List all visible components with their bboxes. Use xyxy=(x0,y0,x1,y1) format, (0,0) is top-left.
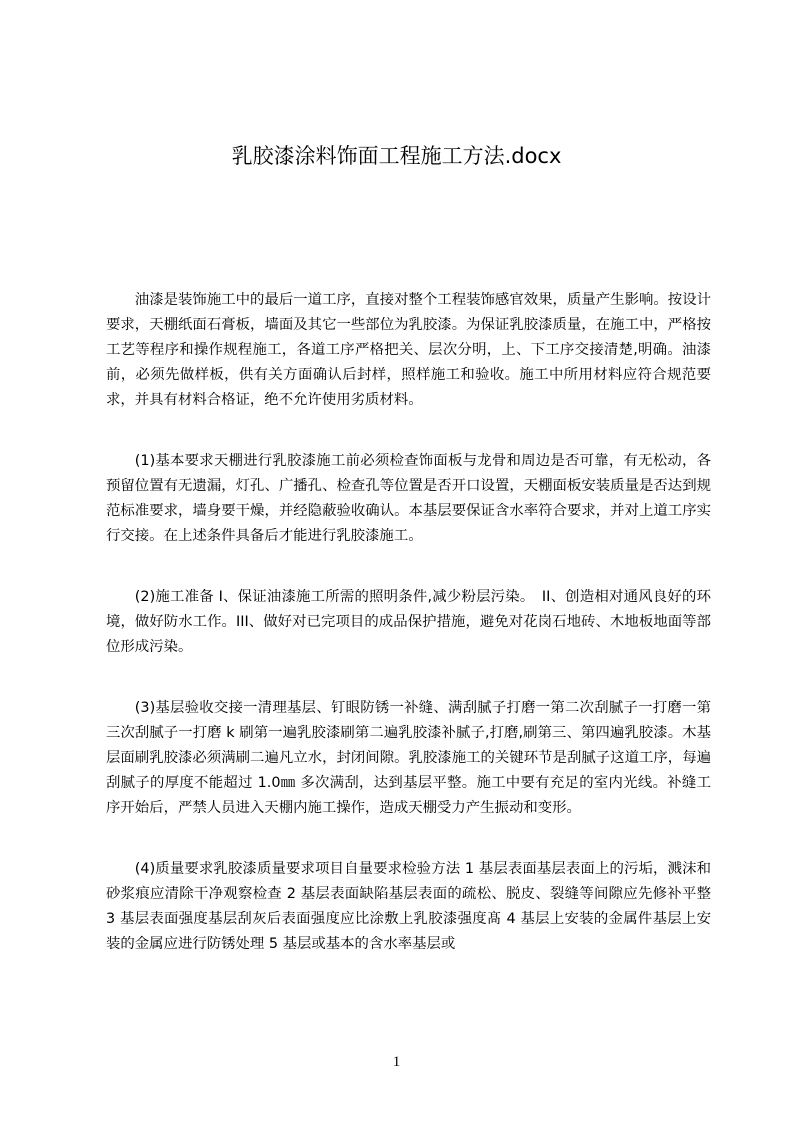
paragraph-basic-requirements: (1)基本要求天棚进行乳胶漆施工前必须检查饰面板与龙骨和周边是否可靠，有无松动，各预留位置有无遗漏，灯孔、广播孔、检查孔等位置是否开口设置，天棚面板安装质量是否达到规范标准要求，墙身要干燥，并经隐蔽验收确认。本基层要保证含水率符合要求，并对上道工序实行交接。在上述条件具备后才能进行乳胶漆施工。 xyxy=(106,453,711,544)
page-number: 1 xyxy=(392,1054,401,1070)
paragraph-quality-requirements: (4)质量要求乳胶漆质量要求项目自量要求检验方法 1 基层表面基层表面上的污垢，溅沫和砂浆痕应清除干净观察检查 2 基层表面缺陷基层表面的疏松、脱皮、裂缝等间隙应先修补平整 3 基层表面强度基层刮灰后表面强度应比涂敷上乳胶漆强度髙 4 基层上安装的金属件基层上安装的金属应进行防锈处理 5 基层或基本的含水率基层或 xyxy=(106,861,711,952)
document-body xyxy=(106,288,711,993)
paragraph-base-acceptance: (3)基层验收交接一清理基层、钉眼防锈一补缝、满刮腻子打磨一第二次刮腻子一打磨一第三次刮腻子一打磨 k 刷第一遍乳胶漆刷第二遍乳胶漆补腻子,打磨,刷第三、第四遍乳胶漆。木基层面刷乳胶漆必须满刷二遍凡立水，封闭间隙。乳胶漆施工的关键环节是刮腻子这道工序，每遍刮腻子的厚度不能超过 1.0㎜ 多次满刮，达到基层平整。施工中要有充足的室内光线。补缝工序开始后，严禁人员进入天棚内施工操作，造成天棚受力产生振动和变形。 xyxy=(106,700,711,816)
document-title: 乳胶漆涂料饰面工程施工方法.docx xyxy=(231,144,562,168)
paragraph-intro: 油漆是装饰施工中的最后一道工序，直接对整个工程装饰感官效果，质量产生影响。按设计要求，天棚纸面石膏板，墙面及其它一些部位为乳胶漆。为保证乳胶漆质量，在施工中，严格按工艺等程序和操作规程施工，各道工序严格把关、层次分明，上、下工序交接清楚,明确。油漆前，必须先做样板，供有关方面确认后封样，照样施工和验收。施工中所用材料应符合规范要求，并具有材料合格证，绝不允许使用劣质材料。 xyxy=(106,292,711,408)
paragraph-preparation: (2)施工准备 I、保证油漆施工所需的照明条件,减少粉层污染。 II、创造相对通风良好的环境，做好防水工作。III、做好对已完项目的成品保护措施，避免对花岗石地砖、木地板地面等部位形成污染。 xyxy=(106,589,711,655)
